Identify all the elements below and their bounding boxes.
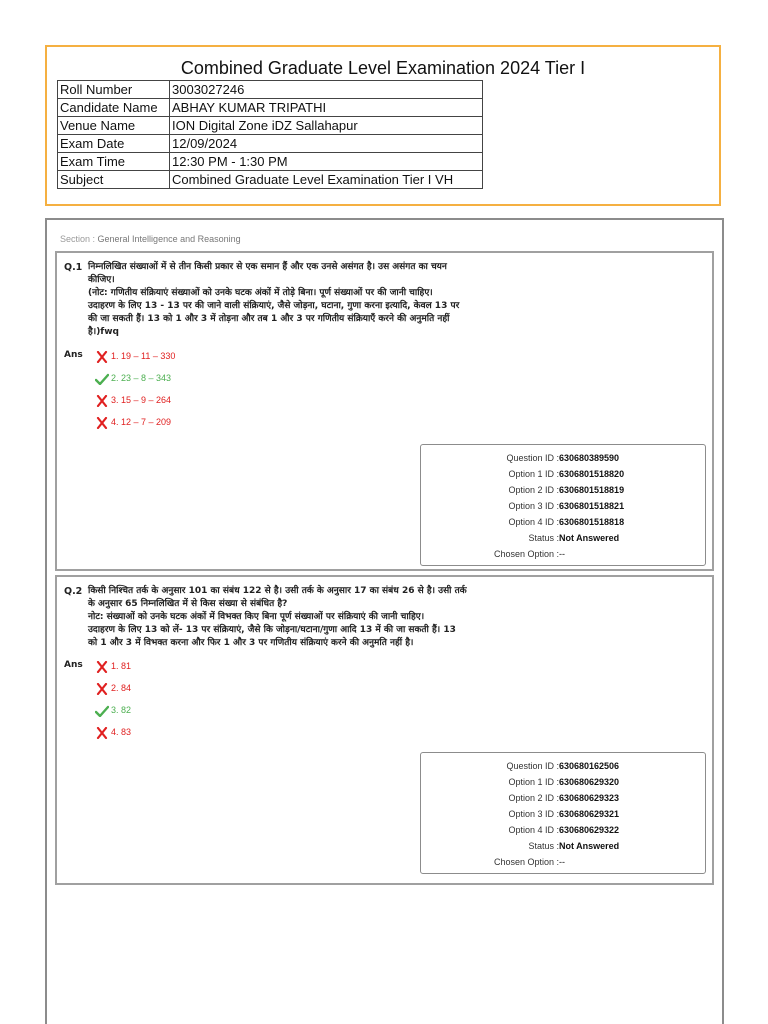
option-1 <box>95 658 131 674</box>
ans-label: Ans <box>64 350 83 360</box>
meta-option-3-id: Option 3 ID :630680629321 <box>508 809 620 819</box>
section-prefix: Section : <box>60 234 98 244</box>
question-text: निम्नलिखित संख्याओं में से तीन किसी प्रकार से एक समान हैं और एक उनसे असंगत है। उस असंगत का चयन कीजिए। (नोट: गणितीय संक्रियाएं संख्याओं को उनके घटक अंकों में तोड़े बिना। पूर्ण संख्याओं पर की जानी चाहिए। उदाहरण के लिए 13 - 13 पर की जाने वाली संक्रियाएं, जैसे जोड़ना, घटाना, गुणा करना इत्यादि, केवल 13 पर की जा सकती हैं। 13 को 1 और 3 में तोड़ना और तब 1 और 3 पर गणितीय संक्रियाएँ करने की अनुमति नहीं है।)fwq <box>88 262 460 337</box>
exam-date-label: Exam Date <box>58 135 170 153</box>
option-label: 4. 12 – 7 – 209 <box>111 417 172 427</box>
option-label: 1. 19 – 11 – 330 <box>111 351 176 361</box>
meta-status: Status :Not Answered <box>528 533 620 543</box>
question-number: Q.1 <box>64 262 83 273</box>
option-4 <box>95 414 171 430</box>
question-number: Q.2 <box>64 586 83 597</box>
exam-date-value: 12/09/2024 <box>170 135 483 153</box>
meta-option-2-id: Option 2 ID :630680629323 <box>508 793 620 803</box>
section-name: General Intelligence and Reasoning <box>97 234 241 244</box>
table-row <box>58 81 483 99</box>
venue-name-label: Venue Name <box>58 117 170 135</box>
cross-icon <box>95 414 111 430</box>
subject-value: Combined Graduate Level Examination Tier I VH <box>170 171 483 189</box>
table-row <box>58 99 483 117</box>
option-3 <box>95 392 171 408</box>
exam-header <box>45 45 721 206</box>
exam-time-label: Exam Time <box>58 153 170 171</box>
cross-icon <box>95 658 111 674</box>
meta-chosen-option: Chosen Option :-- <box>493 549 565 559</box>
meta-question-id: Question ID :630680162506 <box>506 761 620 771</box>
option-1 <box>95 348 175 364</box>
venue-name-value: ION Digital Zone iDZ Sallahapur <box>170 117 483 135</box>
option-label: 1. 81 <box>111 661 132 671</box>
question-panel <box>55 251 714 571</box>
check-icon <box>95 702 111 718</box>
subject-label: Subject <box>58 171 170 189</box>
meta-status: Status :Not Answered <box>528 841 620 851</box>
check-icon <box>95 370 111 386</box>
cross-icon <box>95 348 111 364</box>
question-meta-box <box>420 444 706 566</box>
option-label: 3. 15 – 9 – 264 <box>111 395 172 405</box>
option-label: 2. 84 <box>111 683 132 693</box>
meta-option-1-id: Option 1 ID :6306801518820 <box>508 469 625 479</box>
exam-title: Combined Graduate Level Examination 2024 Tier I <box>180 58 586 78</box>
table-row <box>58 153 483 171</box>
option-label: 2. 23 – 8 – 343 <box>111 373 172 383</box>
meta-option-4-id: Option 4 ID :630680629322 <box>508 825 620 835</box>
question-text: किसी निश्चित तर्क के अनुसार 101 का संबंध 122 से है। उसी तर्क के अनुसार 17 का संबंध 26 से है। उसी तर्क के अनुसार 65 निम्नलिखित में से किस संख्या से संबंधित है? नोट: संख्याओं को उनके घटक अंकों में विभक्त किए बिना पूर्ण संख्याओं पर संक्रियाएं की जानी चाहिए। उदाहरण के लिए 13 को लें- 13 पर संक्रियाएं, जैसे कि जोड़ना/घटाना/गुणा आदि 13 में की जा सकती हैं। 13 को 1 और 3 में विभक्त करना और फिर 1 और 3 पर गणितीय संक्रियाएं करने की अनुमति नहीं है। <box>88 586 467 648</box>
exam-time-value: 12:30 PM - 1:30 PM <box>170 153 483 171</box>
cross-icon <box>95 680 111 696</box>
candidate-info-table <box>57 80 483 189</box>
question-panel <box>55 575 714 885</box>
meta-option-3-id: Option 3 ID :6306801518821 <box>508 501 625 511</box>
table-row <box>58 117 483 135</box>
meta-question-id: Question ID :630680389590 <box>506 453 620 463</box>
option-2 <box>95 370 171 386</box>
candidate-name-label: Candidate Name <box>58 99 170 117</box>
candidate-name-value: ABHAY KUMAR TRIPATHI <box>170 99 483 117</box>
table-row <box>58 171 483 189</box>
meta-option-1-id: Option 1 ID :630680629320 <box>508 777 620 787</box>
meta-option-4-id: Option 4 ID :6306801518818 <box>508 517 625 527</box>
table-row <box>58 135 483 153</box>
option-2 <box>95 680 131 696</box>
option-label: 3. 82 <box>111 705 132 715</box>
section-label <box>60 234 241 244</box>
roll-number-value: 3003027246 <box>170 81 483 99</box>
meta-option-2-id: Option 2 ID :6306801518819 <box>508 485 625 495</box>
cross-icon <box>95 392 111 408</box>
ans-label: Ans <box>64 660 83 670</box>
roll-number-label: Roll Number <box>58 81 170 99</box>
question-meta-box <box>420 752 706 874</box>
meta-chosen-option: Chosen Option :-- <box>493 857 565 867</box>
option-label: 4. 83 <box>111 727 132 737</box>
option-4 <box>95 724 131 740</box>
cross-icon <box>95 724 111 740</box>
option-3 <box>95 702 131 718</box>
